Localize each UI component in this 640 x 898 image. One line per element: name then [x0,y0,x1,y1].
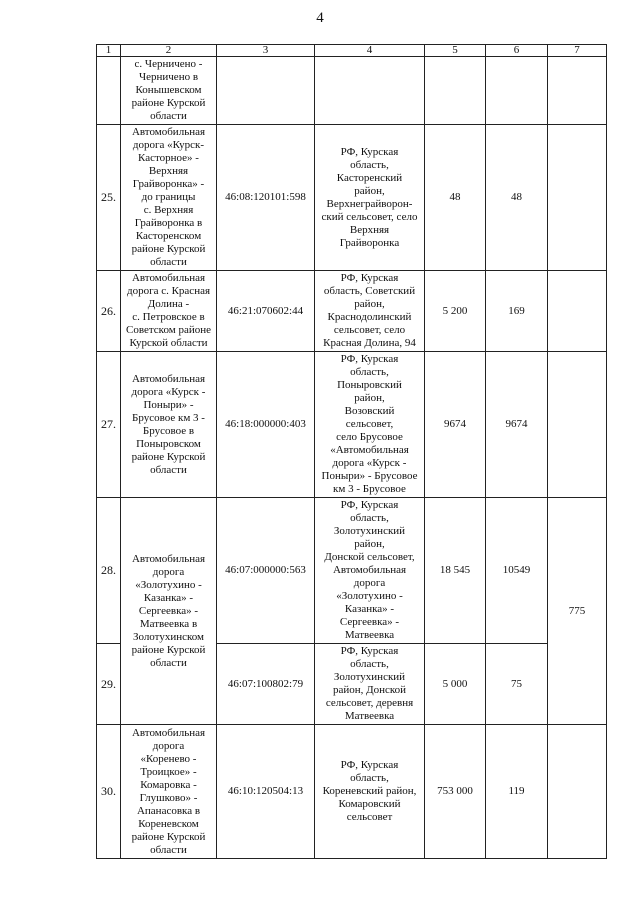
table-row [97,498,607,644]
table-row [97,725,607,859]
row-number: 30. [97,725,121,859]
table-row [97,352,607,498]
object-name: Автомобильная дорога «Курск- Касторное» - Верхняя Грайворонка» - до границы с. Верхняя Грайворонка в Касторенском районе Курской области [121,125,217,271]
object-name: с. Черничено - Черничено в Конышевском районе Курской области [121,57,217,125]
value-col5: 9674 [425,352,486,498]
table-row [97,271,607,352]
value-col7 [548,352,607,498]
address [315,57,425,125]
value-col7 [548,271,607,352]
cadastral-number: 46:21:070602:44 [217,271,315,352]
address: РФ, Курская область, Золотухинский район, Донской сельсовет, Автомобильная дорога «Золотухино - Казанка» - Сергеевка» - Матвеевка [315,498,425,644]
value-col5 [425,57,486,125]
row-number [97,57,121,125]
column-header: 2 [121,45,217,57]
value-col6: 9674 [486,352,548,498]
column-number-row [97,45,607,57]
cadastral-number: 46:10:120504:13 [217,725,315,859]
object-name: Автомобильная дорога с. Красная Долина - с. Петровское в Советском районе Курской области [121,271,217,352]
column-header: 7 [548,45,607,57]
row-number: 26. [97,271,121,352]
row-number: 28. [97,498,121,644]
address: РФ, Курская область, Советский район, Краснодолинский сельсовет, село Красная Долина, 94 [315,271,425,352]
address: РФ, Курская область, Кореневский район, Комаровский сельсовет [315,725,425,859]
value-col5: 5 200 [425,271,486,352]
address: РФ, Курская область, Золотухинский район, Донской сельсовет, деревня Матвеевка [315,644,425,725]
value-col7 [548,725,607,859]
column-header: 6 [486,45,548,57]
row-number: 25. [97,125,121,271]
cadastral-number: 46:07:100802:79 [217,644,315,725]
value-col6: 10549 [486,498,548,644]
row-number: 27. [97,352,121,498]
value-col6: 48 [486,125,548,271]
row-number: 29. [97,644,121,725]
column-header: 3 [217,45,315,57]
address: РФ, Курская область, Поныровский район, Возовский сельсовет, село Брусовое «Автомобильная дорога «Курск - Поныри» - Брусовое км 3 - Брусовое [315,352,425,498]
object-name: Автомобильная дорога «Золотухино - Казанка» - Сергеевка» - Матвеевка в Золотухинском районе Курской области [121,498,217,725]
object-name: Автомобильная дорога «Курск - Поныри» - Брусовое км 3 - Брусовое в Поныровском районе Курской области [121,352,217,498]
value-col6: 169 [486,271,548,352]
value-col6: 75 [486,644,548,725]
column-header: 5 [425,45,486,57]
table-row [97,57,607,125]
value-col5: 18 545 [425,498,486,644]
value-col6: 119 [486,725,548,859]
cadastral-number: 46:08:120101:598 [217,125,315,271]
table-row [97,125,607,271]
cadastral-number [217,57,315,125]
value-col5: 5 000 [425,644,486,725]
column-header: 4 [315,45,425,57]
column-header: 1 [97,45,121,57]
object-name: Автомобильная дорога «Коренево - Троицкое» - Комаровка - Глушково» - Апанасовка в Кореневском районе Курской области [121,725,217,859]
value-col5: 753 000 [425,725,486,859]
value-col7 [548,125,607,271]
value-col6 [486,57,548,125]
page-number: 4 [316,10,324,26]
address: РФ, Курская область, Касторенский район, Верхнеграйворон- ский сельсовет, село Верхняя Грайворонка [315,125,425,271]
value-col7 [548,57,607,125]
value-col5: 48 [425,125,486,271]
cadastral-number: 46:18:000000:403 [217,352,315,498]
cadastral-number: 46:07:000000:563 [217,498,315,644]
land-plots-table [96,44,607,859]
value-col7: 775 [548,498,607,725]
